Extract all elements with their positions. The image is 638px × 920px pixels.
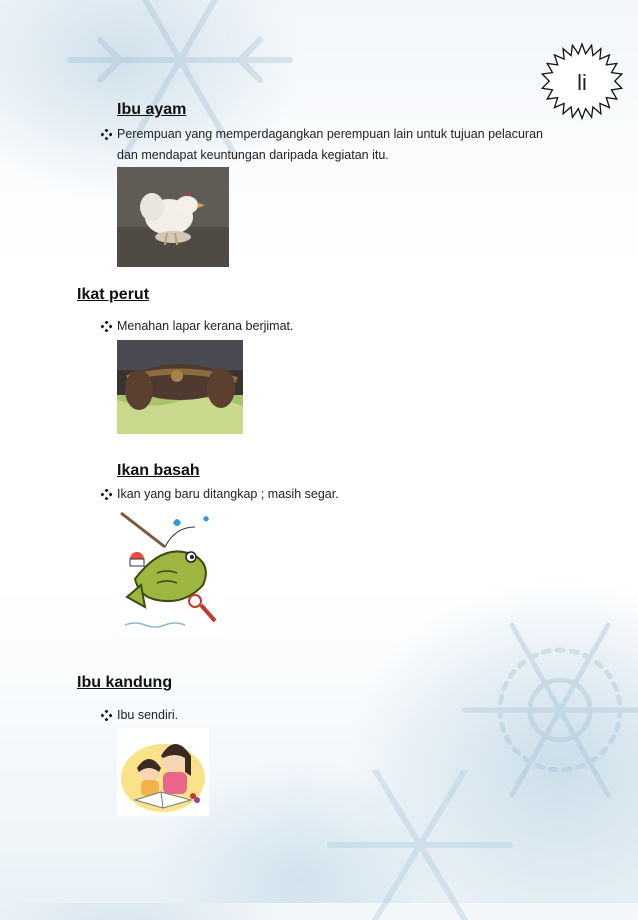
definition-bullet [117, 124, 547, 166]
definition-bullet [117, 705, 547, 726]
definition-text: Perempuan yang memperdagangkan perempuan lain untuk tujuan pelacuran dan mendapat keuntungan daripada kegiatan itu. [117, 127, 543, 162]
diamond-bullet-icon [101, 321, 112, 332]
term-heading: Ibu kandung [77, 674, 173, 691]
page-number: li [577, 70, 587, 95]
definition-bullet [117, 316, 547, 337]
term-heading: Ikan basah [117, 462, 200, 479]
page-number-badge [541, 42, 623, 124]
belt-tied-belly-photo [117, 340, 243, 434]
diamond-bullet-icon [101, 489, 112, 500]
fish-on-hook-cartoon [117, 507, 223, 635]
hen-photo [117, 167, 229, 267]
diamond-bullet-icon [101, 129, 112, 140]
definition-bullet [117, 484, 547, 505]
mother-daughter-reading-cartoon [117, 728, 209, 816]
snowflake-decoration-icon [320, 770, 520, 920]
term-heading: Ikat perut [77, 286, 150, 303]
definition-text: Menahan lapar kerana berjimat. [117, 319, 294, 333]
term-heading: Ibu ayam [117, 101, 187, 118]
definition-text: Ibu sendiri. [117, 708, 179, 722]
diamond-bullet-icon [101, 710, 112, 721]
definition-text: Ikan yang baru ditangkap ; masih segar. [117, 487, 339, 501]
